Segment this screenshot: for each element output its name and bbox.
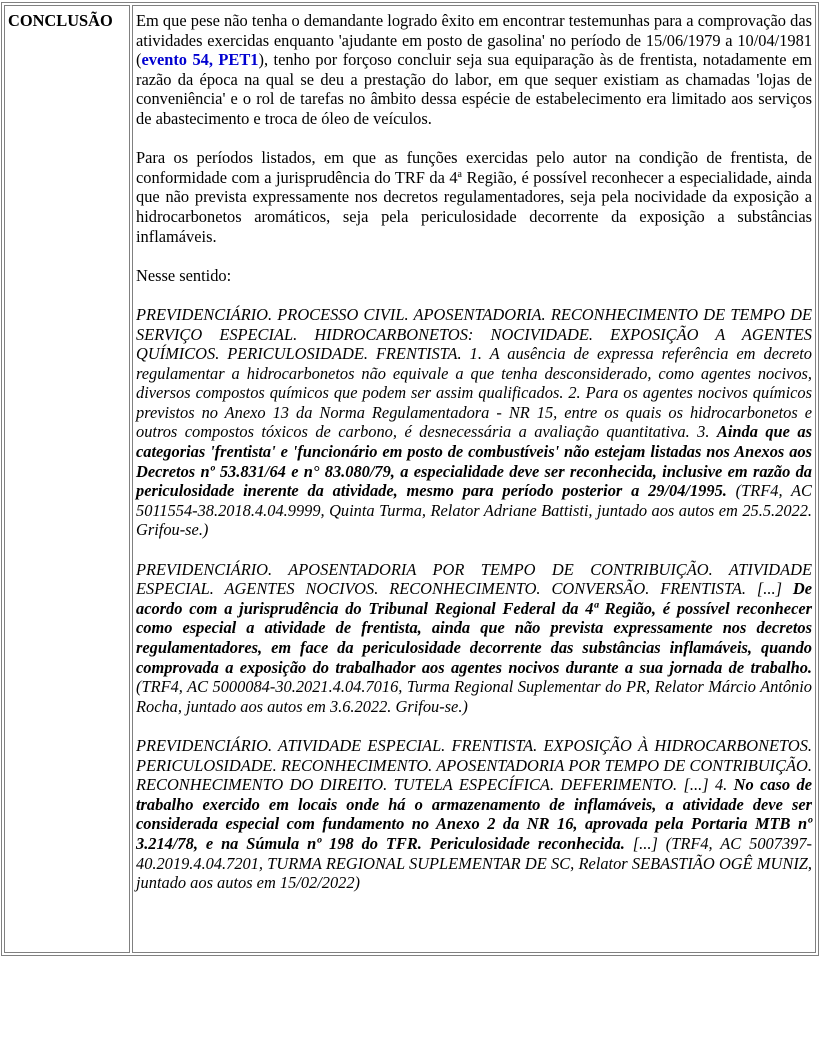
paragraph-jurisprudence [136, 148, 812, 246]
citation-emphasis: No caso de trabalho exercido em locais onde há o armazenamento de inflamáveis, a atividade deve ser considerada especial com fundamento no Anexo 2 da NR 16, aprovada pela Portaria MTB nº 3.214/78, e na Súmula nº 198 do TFR. Periculosidade reconhecida. [136, 775, 812, 853]
paragraph-text: Região, é possível reconhecer a especialidade, ainda que não prevista expressamente nos decretos regulamentadores, seja pela nocividade da exposição a hidrocarbonetos aromáticos, seja pela periculosidade decorrente da exposição a substâncias inflamáveis. [136, 167, 812, 246]
citation-source: [...] (TRF4, AC 5007397-40.2019.4.04.7201, TURMA REGIONAL SUPLEMENTAR DE SC, Relator SEBASTIÃO OGÊ MUNIZ, juntado aos autos em 15/02/2022) [136, 833, 812, 893]
citation-text: PREVIDENCIÁRIO. APOSENTADORIA POR TEMPO DE CONTRIBUIÇÃO. ATIVIDADE ESPECIAL. AGENTES NOCIVOS. RECONHECIMENTO. CONVERSÃO. FRENTISTA. [...] [136, 559, 812, 599]
citation-text: PREVIDENCIÁRIO. ATIVIDADE ESPECIAL. FRENTISTA. EXPOSIÇÃO À HIDROCARBONETOS. PERICULOSIDADE. RECONHECIMENTO. APOSENTADORIA POR TEMPO DE CONTRIBUIÇÃO. RECONHECIMENTO DO DIREITO. TUTELA ESPECÍFICA. DEFERIMENTO. [...] 4. [136, 735, 812, 795]
paragraph-text: Em que pese não tenha o demandante logrado êxito em encontrar testemunhas para a comprovação das atividades exercidas enquanto 'ajudante em posto de gasolina' no período de 15/06/1979 a 10/04/1981 ( [136, 11, 812, 70]
section-label: CONCLUSÃO [4, 5, 130, 953]
paragraph-testimony [136, 11, 812, 129]
paragraph-text: Para os períodos listados, em que as funções exercidas pelo autor na condição de frentista, de conformidade com a jurisprudência do TRF da 4 [136, 148, 812, 187]
case-citation-3 [136, 736, 812, 893]
conclusion-table [1, 2, 819, 956]
paragraph-intro: Nesse sentido: [136, 265, 232, 285]
citation-emphasis: Ainda que as categorias 'frentista' e 'funcionário em posto de combustíveis' não estejam listadas nos Anexos aos Decretos nº 53.831/64 e n° 83.080/79, a especialidade deve ser reconhecida, inclusive em razão da periculosidade inerente da atividade, mesmo para período posterior a 29/04/1995. [136, 422, 812, 501]
conclusion-content [132, 5, 816, 953]
conclusion-row [4, 5, 816, 953]
paragraph-text: ), tenho por forçoso concluir seja sua equiparação às de frentista, notadamente em razão da época na qual se deu a prestação do labor, em que sequer existiam as chamadas 'lojas de conveniência' e o rol de tarefas no âmbito dessa espécie de estabelecimento era limitado aos serviços de abastecimento e troca de óleo de veículos. [136, 50, 812, 128]
citation-emphasis: De acordo com a jurisprudência do Tribunal Regional Federal da 4ª Região, é possível reconhecer como especial a atividade de frentista, ainda que não prevista expressamente nos decretos regulamentadores, em face da periculosidade decorrente das substâncias inflamáveis, quando comprovada a exposição do trabalhador aos agentes nocivos durante a sua jornada de trabalho. [136, 579, 812, 677]
case-citation-1 [136, 305, 812, 540]
citation-text: PREVIDENCIÁRIO. PROCESSO CIVIL. APOSENTADORIA. RECONHECIMENTO DE TEMPO DE SERVIÇO ESPECIAL. HIDROCARBONETOS: NOCIVIDADE. EXPOSIÇÃO A AGENTES QUÍMICOS. PERICULOSIDADE. FRENTISTA. 1. A ausência de expressa referência em decreto regulamentar a hidrocarbonetos não equivale a que tenha desconsiderado, como agentes nocivos, diversos compostos químicos que podem ser assim qualificados. 2. Para os agentes nocivos químicos previstos no Anexo 13 da Norma Regulamentadora - NR 15, entre os quais os hidrocarbonetos e outros compostos tóxicos de carbono, é desnecessária a avaliação quantitativa. 3. [136, 304, 812, 442]
citation-source: (TRF4, AC 5011554-38.2018.4.04.9999, Quinta Turma, Relator Adriane Battisti, juntado aos autos em 25.5.2022. Grifou-se.) [136, 481, 812, 540]
citation-source: (TRF4, AC 5000084-30.2021.4.04.7016, Turma Regional Suplementar do PR, Relator Márcio Antônio Rocha, juntado aos autos em 3.6.2022. Grifou-se.) [136, 677, 812, 716]
ordinal-superscript: a [457, 168, 462, 180]
case-citation-2 [136, 560, 812, 717]
event-reference-link[interactable]: evento 54, PET1 [141, 50, 259, 70]
